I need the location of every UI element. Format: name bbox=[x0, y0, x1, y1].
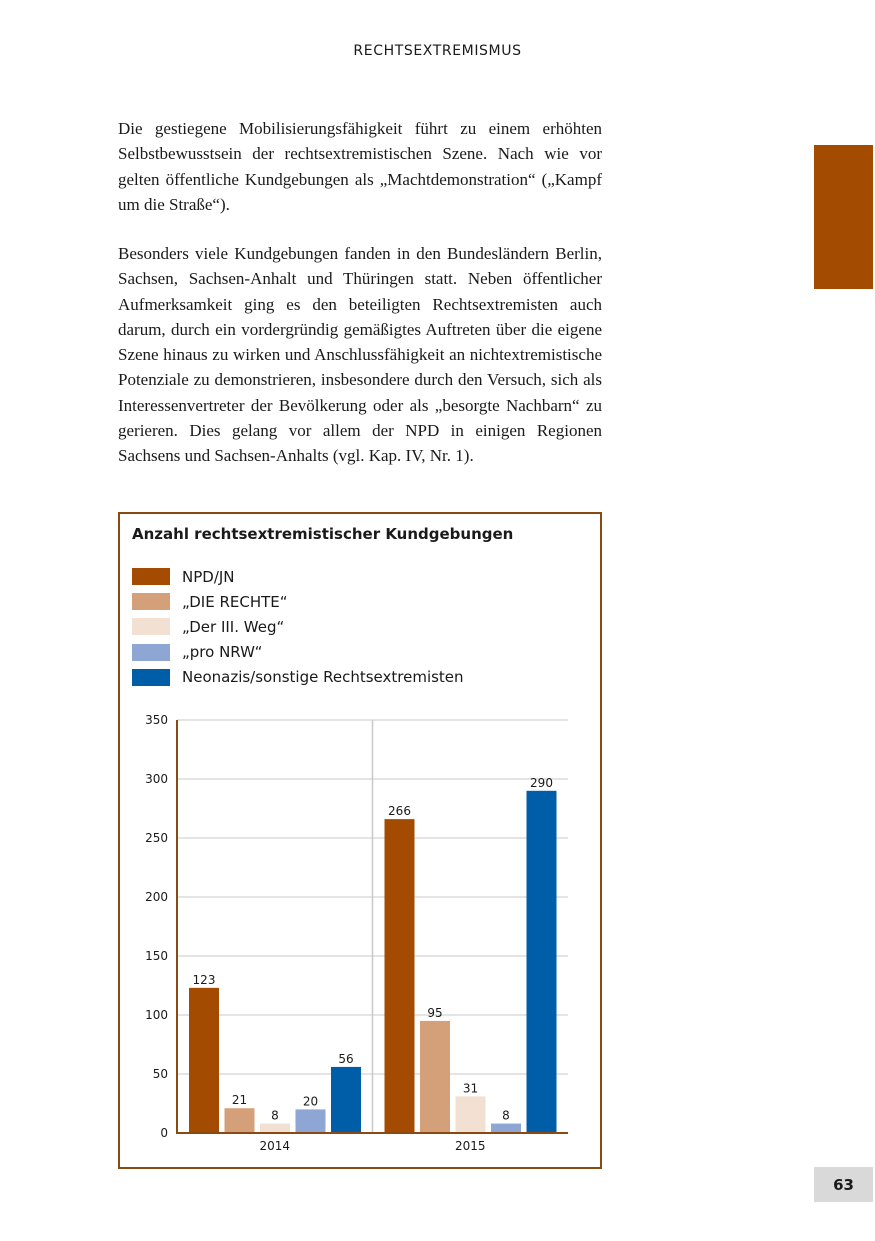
y-tick-label: 150 bbox=[145, 949, 168, 963]
y-tick-label: 100 bbox=[145, 1008, 168, 1022]
legend-label: „DIE RECHTE“ bbox=[182, 592, 288, 611]
bar-value-label: 123 bbox=[192, 972, 216, 987]
legend-label: Neonazis/sonstige Rechtsextremisten bbox=[182, 668, 464, 687]
chapter-tab-marker bbox=[814, 145, 873, 289]
bar bbox=[420, 1021, 450, 1133]
bar-value-label: 56 bbox=[338, 1051, 354, 1066]
bar bbox=[331, 1067, 361, 1133]
bar bbox=[296, 1109, 326, 1133]
legend-label: NPD/JN bbox=[182, 567, 235, 586]
legend-label: „pro NRW“ bbox=[182, 643, 263, 662]
bar-value-label: 8 bbox=[502, 1108, 510, 1123]
bar-value-label: 21 bbox=[231, 1093, 248, 1108]
bar-value-label: 20 bbox=[302, 1094, 319, 1109]
bar-chart-plot bbox=[120, 514, 600, 1167]
bar bbox=[527, 791, 557, 1133]
bar-value-label: 266 bbox=[388, 804, 411, 819]
bar-value-label: 290 bbox=[530, 775, 553, 790]
bar bbox=[491, 1124, 521, 1133]
body-paragraph-1: Die gestiegene Mobilisierungsfähigkeit führt zu einem erhöhten Selbstbewusstsein der rechtsextremistischen Szene. Nach wie vor gelten öffentliche Kundgebungen als „Machtdemonstration“ („Kampf um die Straße“). bbox=[118, 119, 602, 214]
x-category-label: 2014 bbox=[259, 1139, 291, 1153]
y-tick-label: 350 bbox=[145, 713, 168, 727]
x-category-label: 2015 bbox=[454, 1139, 486, 1153]
page-number: 63 bbox=[814, 1167, 873, 1202]
y-tick-label: 200 bbox=[145, 890, 168, 904]
bar-value-label: 31 bbox=[462, 1081, 479, 1096]
bar bbox=[225, 1108, 255, 1133]
bar bbox=[189, 988, 219, 1133]
bar bbox=[456, 1096, 486, 1133]
chart-figure bbox=[118, 512, 602, 1169]
y-tick-label: 250 bbox=[145, 831, 168, 845]
legend-label: „Der III. Weg“ bbox=[182, 617, 285, 636]
body-paragraph-2: Besonders viele Kundgebungen fanden in den Bundesländern Berlin, Sachsen, Sachsen-Anhalt und Thüringen statt. Neben öffentlicher Aufmerksamkeit ging es den beteiligten Rechtsextremisten auch darum, durch ein vordergründig gemäßigtes Auftreten über die eigene Szene hinaus zu wirken und Anschlussfähigkeit an nichtextremistische Potenziale zu demonstrieren, insbesondere durch den Versuch, sich als Interessenvertreter der Bevölkerung oder als „besorgte Nachbarn“ zu gerieren. Dies gelang vor allem der NPD in einigen Regionen Sachsens und Sachsen-Anhalts (vgl. Kap. IV, Nr. 1). bbox=[118, 244, 602, 466]
y-tick-label: 0 bbox=[160, 1126, 168, 1140]
bar-value-label: 95 bbox=[427, 1005, 443, 1020]
chart-title: Anzahl rechtsextremistischer Kundgebungen bbox=[132, 525, 514, 543]
y-tick-label: 50 bbox=[152, 1067, 168, 1081]
bar bbox=[260, 1124, 290, 1133]
bar bbox=[385, 819, 415, 1133]
bar-value-label: 8 bbox=[271, 1108, 279, 1123]
y-tick-label: 300 bbox=[145, 772, 168, 786]
running-head: RECHTSEXTREMISMUS bbox=[353, 43, 522, 59]
